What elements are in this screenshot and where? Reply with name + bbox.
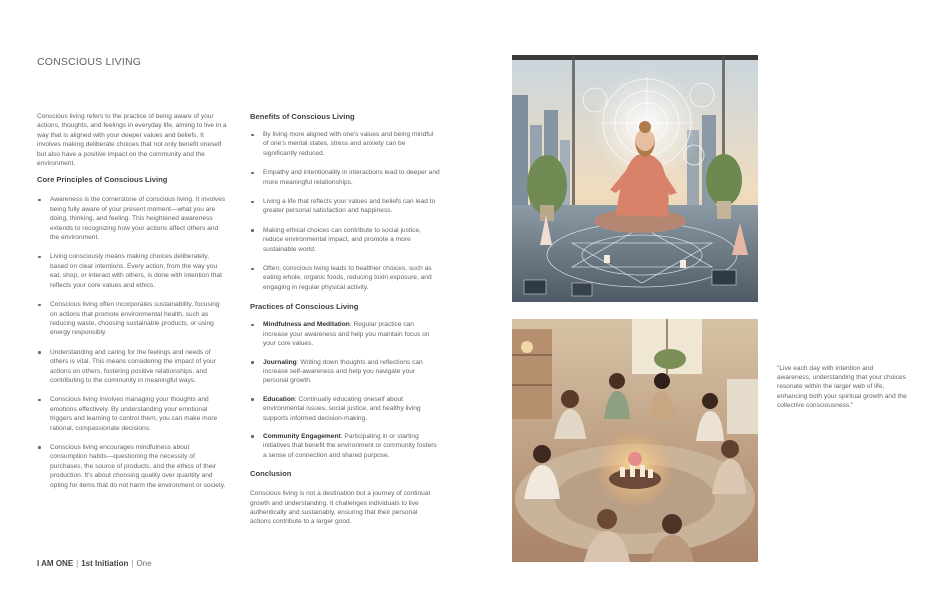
list-item [250,320,440,348]
footer-page-label: One [136,559,152,568]
practice-term: Community Engagement [263,432,341,440]
list-item: Conscious living involves managing your thoughts and emotions effectively. By understanding your emotional triggers and learning to control them, you can make more rational, compassionate decisions. [37,395,227,433]
women-meditation-circle-illustration [512,319,758,562]
benefits-heading: Benefits of Conscious Living [250,112,355,121]
meditation-circle-art [512,319,758,562]
list-item [250,358,440,386]
practice-term: Mindfulness and Meditation [263,321,350,329]
practice-text: : Participating in or starting initiatives that benefit the environment or community fosters a sense of connection and shared purpose. [263,432,437,459]
practice-text: : Continually educating oneself about environmental issues, social justice, and healthy living supports informed decision-making. [263,395,421,422]
practices-heading: Practices of Conscious Living [250,302,359,312]
list-item: Empathy and intentionality in interactions lead to deeper and more meaningful relationships. [250,168,440,187]
list-item: Living a life that reflects your values and beliefs can lead to greater personal satisfaction and happiness. [250,197,440,216]
page-title: CONSCIOUS LIVING [37,56,142,68]
column-middle [250,112,440,527]
footer-brand: I AM ONE [37,559,74,568]
meditation-man-illustration [512,55,758,302]
list-item [250,432,440,460]
footer [37,559,152,568]
practice-term: Education [263,395,295,403]
practice-text: : Regular practice can increase your awareness and help you maintain focus on your core values. [263,321,430,348]
list-item: Conscious living often incorporates sustainability, focusing on actions that promote environmental health, such as reducing waste, choosing sustainable products, or using energy responsibly. [37,300,227,338]
practice-term: Journaling [263,358,297,366]
conclusion-heading: Conclusion [250,469,292,479]
list-item: By living more aligned with one's values and being mindful of one's mental states, stress and anxiety can be significantly reduced. [250,130,440,158]
practice-text: : Writing down thoughts and reflections can increase self-awareness and help you navigate your personal growth. [263,358,423,385]
core-principles-list [37,195,227,490]
list-item: Understanding and caring for the feelings and needs of others is vital. This means considering the impact of your actions on others, fostering positive relationships, and contributing to the community in meaningful ways. [37,348,227,386]
practices-list [250,320,440,460]
list-item [250,395,440,423]
column-left [37,112,227,500]
conclusion-paragraph: Conscious living is not a destination but a journey of continual growth and understanding. It challenges individuals to live authentically and sustainably, ensuring that their personal actions contribute to a larger good. [250,490,430,526]
pull-quote: "Live each day with intention and awareness, understanding that your choices resonate within the larger web of life, enhancing both your spiritual growth and the collective consciousness." [777,365,907,409]
list-item: Making ethical choices can contribute to social justice, reduce environmental impact, and promote a more sustainable world. [250,226,440,254]
footer-separator: | [131,559,134,568]
list-item: Conscious living encourages mindfulness about consumption habits—questioning the necessity of purchases, the source of products, and the ethics of their production. It's about choosing quality over quantity and opting for items that do not harm the environment or society. [37,443,227,490]
list-item: Awareness is the cornerstone of conscious living. It involves being fully aware of your present moment—what you are doing, thinking, and feeling. This heightened awareness extends to recognizing how your actions affect others and the environment. [37,195,227,242]
list-item: Often, conscious living leads to healthier choices, such as eating whole, organic foods, reducing toxin exposure, and engaging in regular physical activity. [250,264,440,292]
footer-separator: | [76,559,79,568]
benefits-list [250,130,440,292]
meditation-man-art [512,55,758,302]
list-item: Living consciously means making choices deliberately, based on clear intentions. Every action, from the way you eat, shop, or interact with others, is done with intention that reflects your core values and ethics. [37,252,227,290]
core-principles-heading: Core Principles of Conscious Living [37,175,168,185]
footer-chapter: 1st Initiation [81,559,129,568]
intro-paragraph: Conscious living refers to the practice of being aware of your actions, thoughts, and feelings in everyday life, aiming to live in a way that is aligned with your deeper values and beliefs. It involves making deliberate choices that not only benefit oneself but also have a positive impact on the community and the environment. [37,113,227,168]
